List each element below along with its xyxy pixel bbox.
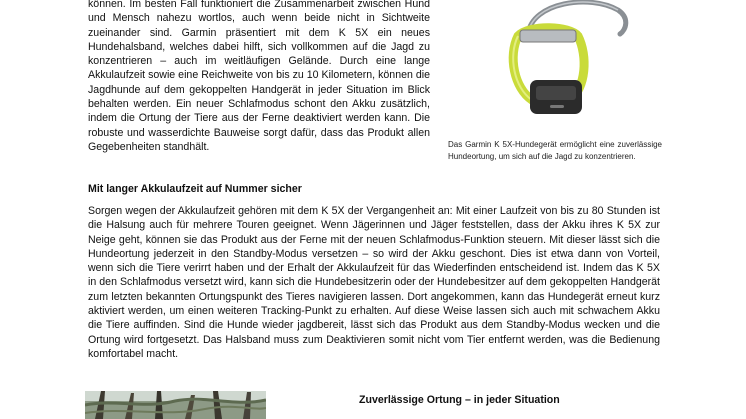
garmin-k5x-collar-image — [470, 0, 635, 126]
section-heading-battery: Mit langer Akkulaufzeit auf Nummer sicher — [88, 183, 302, 195]
figure-caption: Das Garmin K 5X-Hundegerät ermöglicht eine zuverlässige Hundeortung, um sich auf die Jagd zu konzentrieren. — [448, 140, 662, 161]
intro-paragraph: können. Im besten Fall funktioniert die Zusammenarbeit zwischen Hund und Mensch nahezu wortlos, auch wenn beide nicht in Sichtweite zueinander sind. Garmin präsentiert mit dem K 5X ein neues Hundehalsband, welches dabei hilft, sich vollkommen auf die Jagd zu konzentrieren – auch im weitläufigen Gelände. Durch eine lange Akkulaufzeit sowie eine Reichweite von bis zu 10 Kilometern, können die Jagdhunde auf dem gekoppelten Handgerät in jeder Situation im Blick behalten werden. Ein neuer Schlafmodus schont den Akku zusätzlich, indem die Ortung der Tiere aus der Ferne deaktiviert werden kann. Die robuste und wasserdichte Bauweise sorgt dafür, dass das Produkt allen Gegebenheiten standhält. — [88, 0, 430, 153]
section-heading-tracking: Zuverlässige Ortung – in jeder Situation — [359, 394, 560, 406]
battery-paragraph: Sorgen wegen der Akkulaufzeit gehören mit dem K 5X der Vergangenheit an: Mit einer Laufzeit von bis zu 80 Stunden ist die Halsung auch für mehrere Touren geeignet. Wenn Jägerinnen und Jäger feststellen, dass der Akku ihres K 5X zur Neige geht, können sie das Produkt aus der Ferne mit der neuen Schlafmodus-Funktion steuern. Mit dieser lässt sich die Hundeortung jederzeit in den Standby-Modus versetzen – so wird der Akku geschont. Dies ist etwa dann von Vorteil, wenn sich die Tiere verirrt haben und der Erhalt der Akkulaufzeit für das Wiederfinden entscheidend ist. Indem das K 5X in den Schlafmodus versetzt wird, kann sich die Hundebesitzerin oder der Hundebesitzer auf dem gekoppelten Handgerät zum letzten bekannten Ortungspunkt des Tieres navigieren lassen. Dort angekommen, kann das Hundegerät erneut kurz aktiviert werden, um einen weiteren Tracking-Punkt zu erhalten. Auf diese Weise lassen sich auch mit schwachem Akku die Tiere auffinden. Sind die Hunde wieder jagdbereit, lässt sich das Produkt aus dem Standby-Modus wecken und die Ortung wird fortgesetzt. Das Halsband muss zum Deaktivieren somit nicht vom Tier entfernt werden, was die Bedienung komfortabel macht. — [88, 205, 660, 360]
forest-photo — [85, 391, 266, 419]
